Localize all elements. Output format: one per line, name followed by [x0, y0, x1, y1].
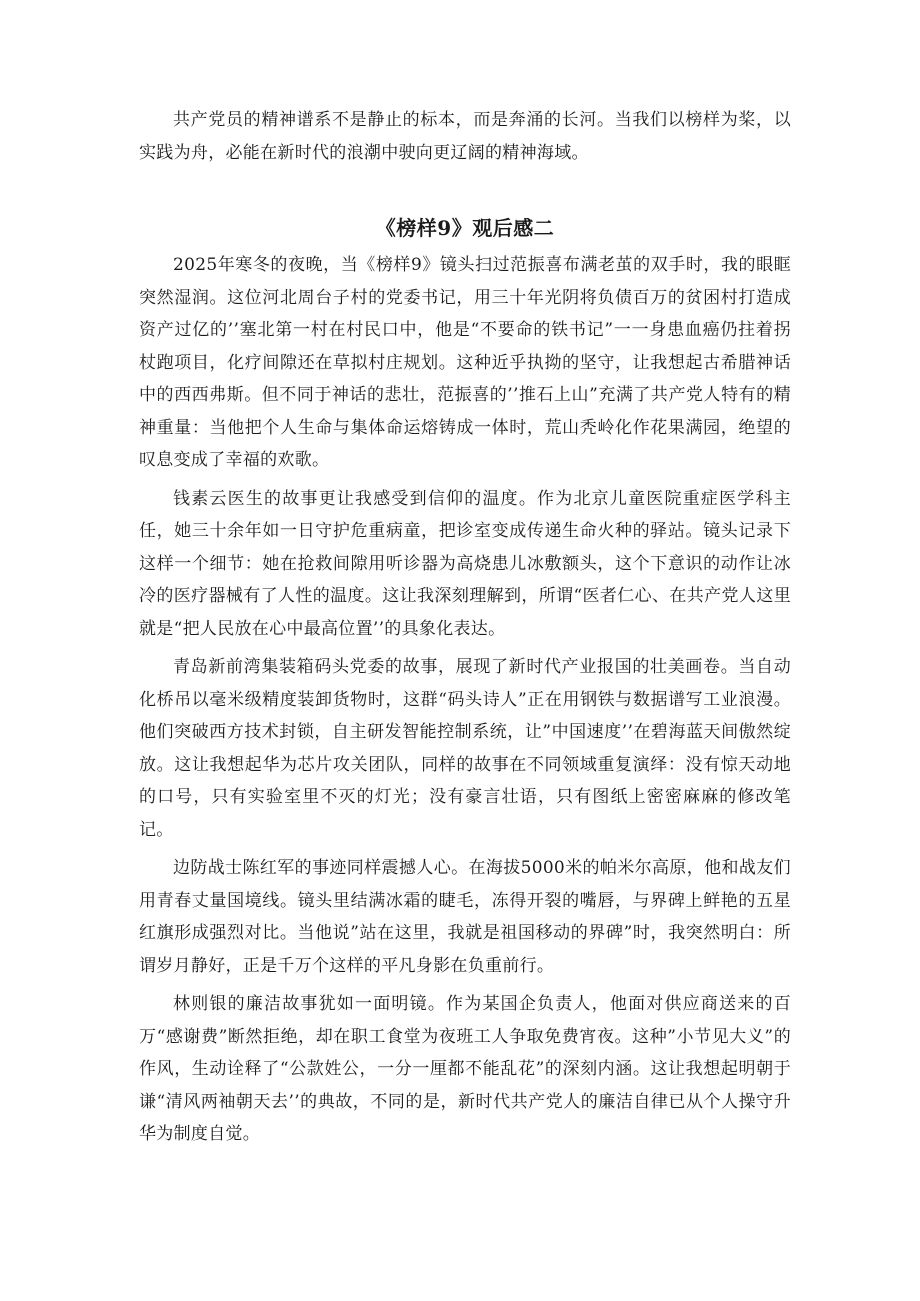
body-paragraph-1: 2025年寒冬的夜晚，当《榜样9》镜头扫过范振喜布满老茧的双手时，我的眼眶突然湿润。这位河北周台子村的党委书记，用三十年光阴将负债百万的贫困村打造成资产过亿的’’塞北第一村在村民口中，他是“不要命的铁书记”一一身患血癌仍拄着拐杖跑项目，化疗间隙还在草拟村庄规划。这种近乎执拗的坚守，让我想起古希腊神话中的西西弗斯。但不同于神话的悲壮，范振喜的’’推石上山”充满了共产党人特有的精神重量：当他把个人生命与集体命运熔铸成一体时，荒山秃岭化作花果满园，绝望的叹息变成了幸福的欢歌。 [139, 255, 791, 470]
section-spacer [139, 169, 791, 213]
body-paragraph-4: 边防战士陈红军的事迹同样震撼人心。在海拔5000米的帕米尔高原，他和战友们用青春丈量国境线。镜头里结满冰霜的睫毛，冻得开裂的嘴唇，与界碑上鲜艳的五星红旗形成强烈对比。当他说”站在这里，我就是祖国移动的界碑”时，我突然明白：所谓岁月静好，正是千万个这样的平凡身影在负重前行。 [139, 858, 791, 976]
document-page [139, 104, 791, 1151]
intro-paragraph: 共产党员的精神谱系不是静止的标本，而是奔涌的长河。当我们以榜样为桨，以实践为舟，必能在新时代的浪潮中驶向更辽阔的精神海域。 [139, 110, 791, 163]
body-paragraph-5: 林则银的廉洁故事犹如一面明镜。作为某国企负责人，他面对供应商送来的百万“感谢费”断然拒绝，却在职工食堂为夜班工人争取免费宵夜。这种”小节见大义”的作风，生动诠释了“公款姓公，一分一厘都不能乱花”的深刻内涵。这让我想起明朝于谦“清风两袖朝天去’’的典故，不同的是，新时代共产党人的廉洁自律已从个人操守升华为制度自觉。 [139, 994, 791, 1144]
body-paragraph-2: 钱素云医生的故事更让我感受到信仰的温度。作为北京儿童医院重症医学科主任，她三十余年如一日守护危重病童，把诊室变成传递生命火种的驿站。镜头记录下这样一个细节：她在抢救间隙用听诊器为高烧患儿冰敷额头，这个下意识的动作让冰冷的医疗器械有了人性的温度。这让我深刻理解到，所谓“医者仁心、在共产党人这里就是“把人民放在心中最高位置’’的具象化表达。 [139, 488, 791, 639]
body-paragraph-3: 青岛新前湾集装箱码头党委的故事，展现了新时代产业报国的壮美画卷。当自动化桥吊以毫米级精度装卸货物时，这群“码头诗人”正在用钢铁与数据谱写工业浪漫。他们突破西方技术封锁，自主研发智能控制系统，让”中国速度’’在碧海蓝天间傲然绽放。这让我想起华为芯片攻关团队，同样的故事在不同领域重复演绎：没有惊天动地的口号，只有实验室里不灭的灯光；没有豪言壮语，只有图纸上密密麻麻的修改笔记。 [139, 657, 791, 840]
article-title: 《榜样9》观后感二 [375, 216, 555, 240]
